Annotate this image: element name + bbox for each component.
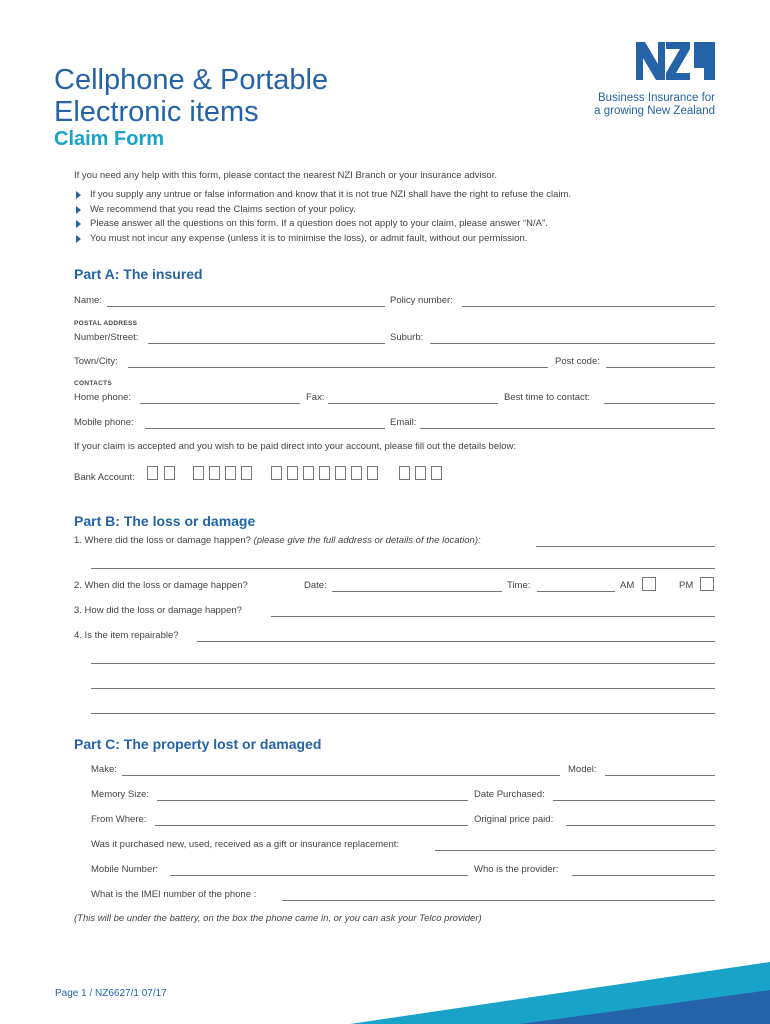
q4-field-line-4[interactable] — [91, 713, 715, 714]
part-c-heading: Part C: The property lost or damaged — [74, 736, 322, 752]
make-label: Make: — [91, 764, 117, 775]
q1-hint: (please give the full address or details of the location): — [253, 535, 481, 546]
title-line-2: Electronic items — [54, 96, 259, 128]
am-label: AM — [620, 580, 635, 591]
provider-field[interactable] — [572, 875, 715, 876]
name-label: Name: — [74, 295, 102, 306]
purchased-how-field[interactable] — [435, 850, 715, 851]
tagline-line-2: a growing New Zealand — [594, 105, 715, 117]
mobile-number-field[interactable] — [170, 875, 468, 876]
tagline-line-1: Business Insurance for — [598, 92, 715, 104]
q3-field[interactable] — [271, 616, 715, 617]
mobile-phone-label: Mobile phone: — [74, 417, 134, 428]
purchased-how-label: Was it purchased new, used, received as a gift or insurance replacement: — [91, 839, 400, 850]
q3-label: 3. How did the loss or damage happen? — [74, 605, 242, 616]
part-b-heading: Part B: The loss or damage — [74, 513, 256, 529]
from-where-label: From Where: — [91, 814, 147, 825]
suburb-field[interactable] — [430, 343, 715, 344]
tagline — [594, 92, 715, 118]
bank-account-label: Bank Account: — [74, 472, 135, 483]
q4-field[interactable] — [197, 641, 715, 642]
bullet-item: If you supply any untrue or false information and know that it is not true NZI shall have the right to refuse the claim. — [74, 188, 571, 203]
number-street-label: Number/Street: — [74, 332, 139, 343]
bank-digit-box[interactable] — [287, 466, 298, 480]
pm-checkbox[interactable] — [700, 577, 714, 591]
bullet-item: Please answer all the questions on this form. If a question does not apply to your claim, please answer “N/A”. — [74, 217, 571, 232]
bank-digit-box[interactable] — [164, 466, 175, 480]
bank-digit-box[interactable] — [271, 466, 282, 480]
bank-digit-box[interactable] — [351, 466, 362, 480]
number-street-field[interactable] — [148, 343, 385, 344]
imei-note: (This will be under the battery, on the box the phone came in, or you can ask your Telco provider) — [74, 913, 482, 924]
home-phone-label: Home phone: — [74, 392, 132, 403]
best-time-label: Best time to contact: — [504, 392, 591, 403]
q1-field[interactable] — [536, 546, 715, 547]
contacts-heading: CONTACTS — [74, 380, 113, 387]
mobile-number-label: Mobile Number: — [91, 864, 159, 875]
email-field[interactable] — [420, 428, 715, 429]
make-field[interactable] — [122, 775, 560, 776]
bank-digit-box[interactable] — [225, 466, 236, 480]
original-price-field[interactable] — [566, 825, 715, 826]
bank-note: If your claim is accepted and you wish to be paid direct into your account, please fill out the details below: — [74, 441, 516, 452]
nzi-logo — [636, 42, 715, 80]
model-label: Model: — [568, 764, 597, 775]
memory-size-field[interactable] — [157, 800, 468, 801]
name-field[interactable] — [107, 306, 385, 307]
q4-field-line-3[interactable] — [91, 688, 715, 689]
suburb-label: Suburb: — [390, 332, 424, 343]
bank-digit-box[interactable] — [319, 466, 330, 480]
bank-digit-box[interactable] — [431, 466, 442, 480]
pm-label: PM — [679, 580, 694, 591]
form-subtitle: Claim Form — [54, 128, 165, 150]
page-footer: Page 1 / NZ6627/1 07/17 — [55, 988, 167, 999]
q1-field-line-2[interactable] — [91, 568, 715, 569]
am-checkbox[interactable] — [642, 577, 656, 591]
fax-field[interactable] — [328, 403, 498, 404]
title-line-1: Cellphone & Portable — [54, 64, 329, 96]
q2-label: 2. When did the loss or damage happen? — [74, 580, 248, 591]
date-field[interactable] — [332, 591, 502, 592]
home-phone-field[interactable] — [140, 403, 300, 404]
town-city-field[interactable] — [128, 367, 548, 368]
intro-text: If you need any help with this form, please contact the nearest NZI Branch or your insurance advisor. — [74, 170, 497, 181]
bullet-item: We recommend that you read the Claims section of your policy. — [74, 203, 571, 218]
q1-label — [74, 535, 481, 546]
memory-size-label: Memory Size: — [91, 789, 150, 800]
post-code-label: Post code: — [555, 356, 600, 367]
from-where-field[interactable] — [155, 825, 468, 826]
post-code-field[interactable] — [606, 367, 715, 368]
bank-digit-box[interactable] — [241, 466, 252, 480]
bank-digit-box[interactable] — [367, 466, 378, 480]
date-label: Date: — [304, 580, 327, 591]
form-title — [54, 64, 328, 128]
bank-digit-box[interactable] — [209, 466, 220, 480]
bank-digit-box[interactable] — [399, 466, 410, 480]
imei-label: What is the IMEI number of the phone : — [91, 889, 257, 900]
mobile-phone-field[interactable] — [145, 428, 385, 429]
fax-label: Fax: — [306, 392, 325, 403]
policy-number-field[interactable] — [462, 306, 715, 307]
provider-label: Who is the provider: — [474, 864, 559, 875]
town-city-label: Town/City: — [74, 356, 118, 367]
q4-field-line-2[interactable] — [91, 663, 715, 664]
bank-digit-box[interactable] — [335, 466, 346, 480]
best-time-field[interactable] — [604, 403, 715, 404]
intro-bullets — [74, 188, 571, 246]
model-field[interactable] — [605, 775, 715, 776]
date-purchased-field[interactable] — [553, 800, 715, 801]
time-field[interactable] — [537, 591, 615, 592]
original-price-label: Original price paid: — [474, 814, 554, 825]
time-label: Time: — [507, 580, 531, 591]
bullet-item: You must not incur any expense (unless it is to minimise the loss), or admit fault, without our permission. — [74, 232, 571, 247]
bank-digit-box[interactable] — [147, 466, 158, 480]
q1-text: 1. Where did the loss or damage happen? — [74, 535, 251, 546]
date-purchased-label: Date Purchased: — [474, 789, 545, 800]
q4-label: 4. Is the item repairable? — [74, 630, 179, 641]
policy-number-label: Policy number: — [390, 295, 453, 306]
part-a-heading: Part A: The insured — [74, 266, 203, 282]
bank-digit-box[interactable] — [193, 466, 204, 480]
bank-digit-box[interactable] — [303, 466, 314, 480]
postal-address-heading: POSTAL ADDRESS — [74, 320, 138, 327]
email-label: Email: — [390, 417, 417, 428]
bank-digit-box[interactable] — [415, 466, 426, 480]
imei-field[interactable] — [282, 900, 715, 901]
